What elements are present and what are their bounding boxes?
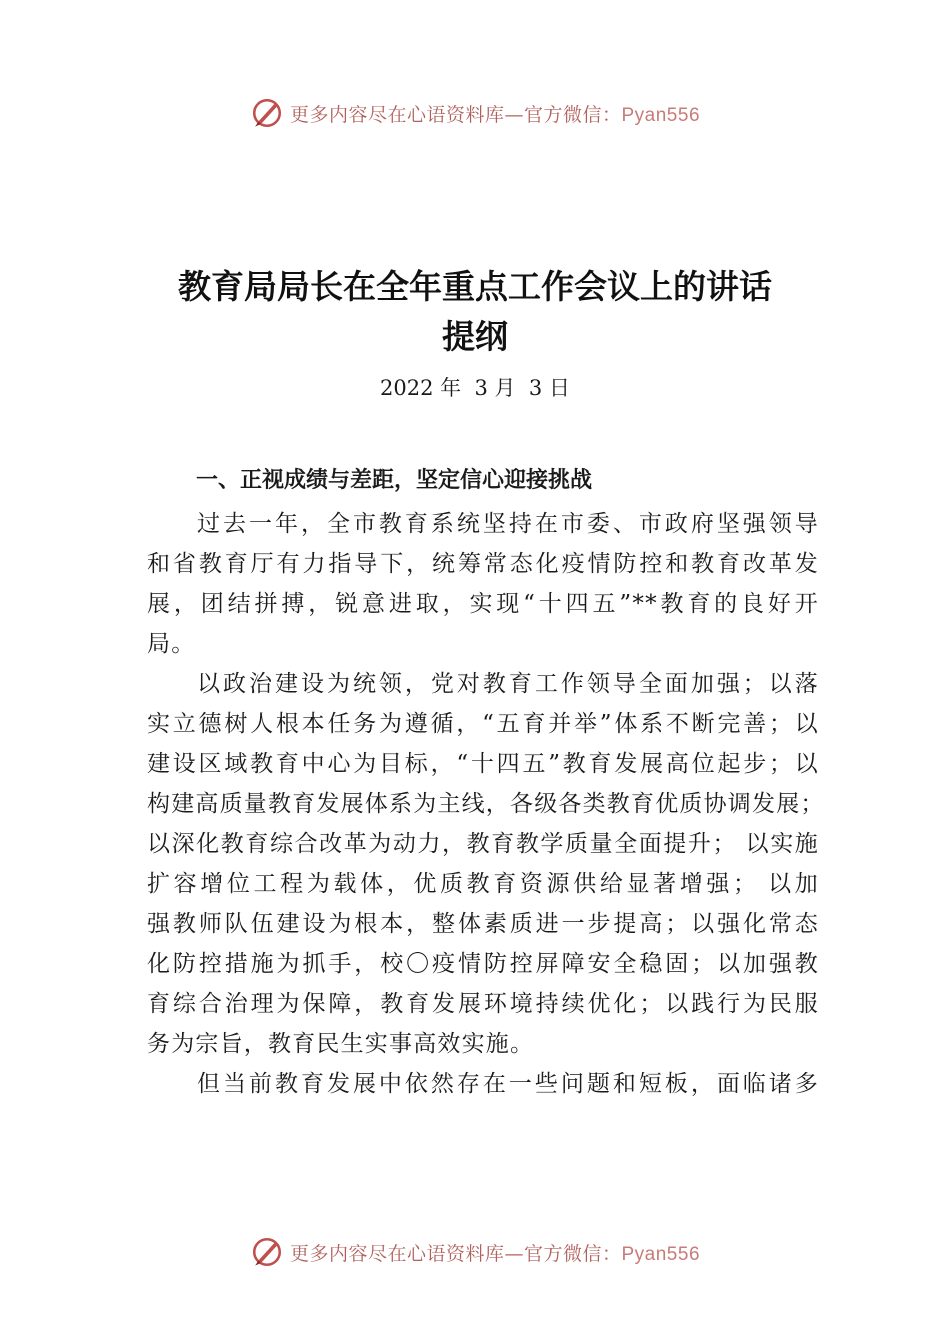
watermark-text: 更多内容尽在心语资料库—官方微信：Pyan556	[289, 1242, 701, 1265]
title-line-2: 提纲	[442, 317, 508, 356]
paragraph	[147, 664, 825, 1064]
quill-pen-logo-icon	[250, 96, 284, 130]
watermark-text: 更多内容尽在心语资料库—官方微信：Pyan556	[289, 103, 701, 126]
title-line-1: 教育局局长在全年重点工作会议上的讲话	[178, 267, 772, 306]
paragraph-line: 务为宗旨，教育民生实事高效实施。	[147, 1031, 535, 1057]
paragraph-line: 以深化教育综合改革为动力，教育教学质量全面提升； 以实施	[147, 831, 819, 857]
paragraph-line: 实立德树人根本任务为遵循，“五育并举”体系不断完善；以	[147, 711, 819, 737]
document-title	[0, 262, 950, 362]
header-watermark	[0, 93, 950, 133]
paragraph-line: 以政治建设为统领，党对教育工作领导全面加强；以落	[197, 671, 819, 697]
footer-watermark	[0, 1232, 950, 1272]
paragraph	[147, 1064, 819, 1104]
body-text	[147, 504, 825, 1104]
paragraph-line: 局。	[147, 631, 196, 657]
paragraph-line: 育综合治理为保障，教育发展环境持续优化；以践行为民服	[147, 991, 819, 1017]
paragraph-line: 建设区域教育中心为目标，“十四五”教育发展高位起步；以	[147, 751, 819, 777]
paragraph	[147, 504, 819, 664]
paragraph-line: 和省教育厅有力指导下，统筹常态化疫情防控和教育改革发	[147, 551, 819, 577]
paragraph-line: 化防控措施为抓手，校〇疫情防控屏障安全稳固；以加强教	[147, 951, 819, 977]
document-date: 2022 年 3 月 3 日	[380, 376, 570, 400]
paragraph-line: 构建高质量教育发展体系为主线，各级各类教育优质协调发展；	[147, 791, 825, 817]
section-heading: 一、正视成绩与差距，坚定信心迎接挑战	[196, 468, 593, 493]
paragraph-line: 展，团结拼搏，锐意进取，实现“十四五”**教育的良好开	[147, 591, 819, 617]
paragraph-line: 过去一年，全市教育系统坚持在市委、市政府坚强领导	[197, 511, 819, 537]
quill-pen-logo-icon	[250, 1235, 284, 1269]
paragraph-line: 扩容增位工程为载体，优质教育资源供给显著增强； 以加	[147, 871, 819, 897]
paragraph-line: 强教师队伍建设为根本，整体素质进一步提高；以强化常态	[147, 911, 819, 937]
paragraph-line: 但当前教育发展中依然存在一些问题和短板，面临诸多	[197, 1071, 819, 1097]
